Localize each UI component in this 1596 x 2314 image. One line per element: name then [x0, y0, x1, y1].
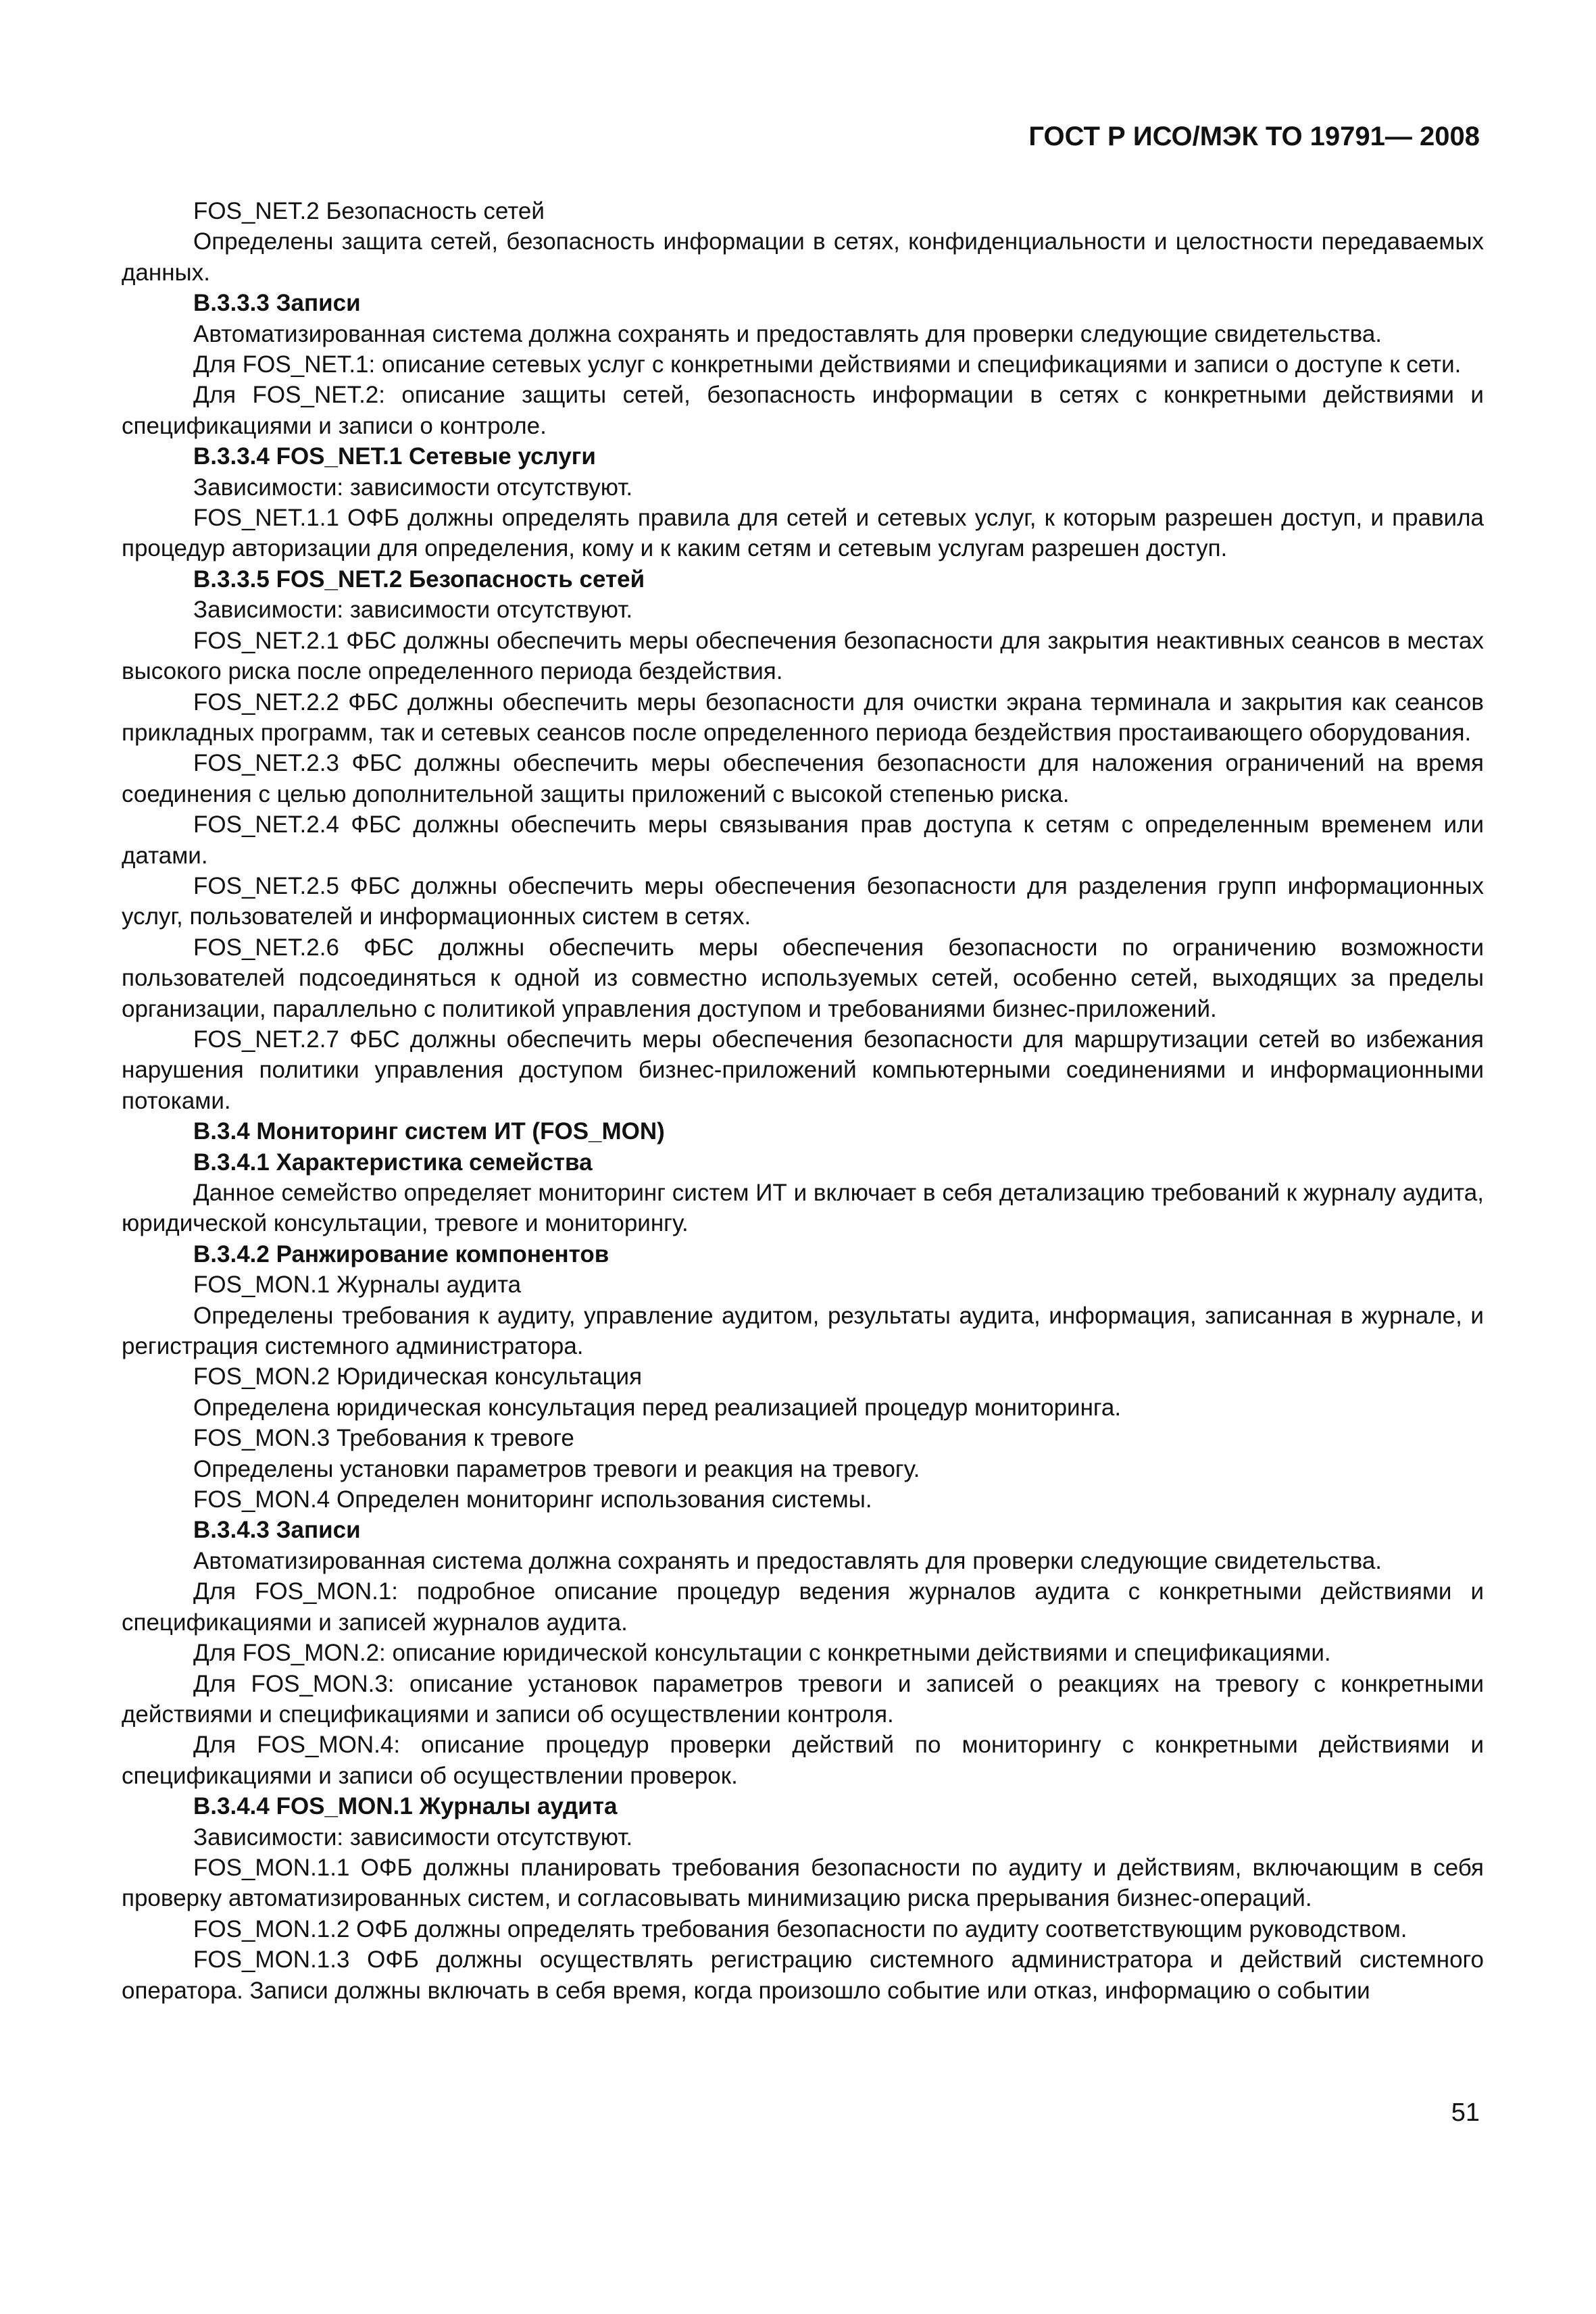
- section-heading: В.3.4.2 Ранжирование компонентов: [193, 1240, 609, 1267]
- body-paragraph: Определены защита сетей, безопасность информации в сетях, конфиденциальности и целостности передаваемых данных.: [122, 228, 1484, 286]
- body-paragraph: FOS_NET.2.6 ФБС должны обеспечить меры обеспечения безопасности по ограничению возможности пользователей подсоединяться к одной из совместно используемых сетей, особенно сетей, выходящих за пределы организации, параллельно с политикой управления доступом и требованиями бизнес-приложений.: [122, 934, 1484, 1022]
- body-paragraph: Для FOS_NET.2: описание защиты сетей, безопасность информации в сетях с конкретными действиями и спецификациями и записи о контроле.: [122, 382, 1484, 439]
- body-paragraph: Зависимости: зависимости отсутствуют.: [193, 474, 633, 501]
- body-paragraph: Для FOS_MON.4: описание процедур проверки действий по мониторингу с конкретными действиями и спецификациями и записи об осуществлении проверок.: [122, 1732, 1484, 1789]
- body-paragraph: Автоматизированная система должна сохранять и предоставлять для проверки следующие свидетельства.: [193, 1547, 1382, 1574]
- body-paragraph: FOS_MON.1.1 ОФБ должны планировать требования безопасности по аудиту и действиям, включающим в себя проверку автоматизированных систем, и согласовывать минимизацию риска прерывания бизнес-операций.: [122, 1854, 1484, 1912]
- body-paragraph: Для FOS_MON.3: описание установок параметров тревоги и записей о реакциях на тревогу с конкретными действиями и спецификациями и записи об осуществлении контроля.: [122, 1670, 1484, 1728]
- body-paragraph: Для FOS_MON.2: описание юридической консультации с конкретными действиями и спецификациями.: [193, 1640, 1331, 1667]
- section-heading: В.3.4 Мониторинг систем ИТ (FOS_MON): [193, 1118, 665, 1145]
- body-paragraph: Данное семейство определяет мониторинг систем ИТ и включает в себя детализацию требований к журналу аудита, юридической консультации, тревоге и мониторингу.: [122, 1180, 1484, 1237]
- body-paragraph: Определены установки параметров тревоги и реакция на тревогу.: [193, 1455, 920, 1482]
- standard-header: ГОСТ Р ИСО/МЭК ТО 19791— 2008: [1028, 122, 1480, 151]
- body-paragraph: FOS_MON.4 Определен мониторинг использования системы.: [193, 1486, 872, 1513]
- body-paragraph: Определена юридическая консультация перед реализацией процедур мониторинга.: [193, 1394, 1122, 1421]
- body-paragraph: FOS_NET.2.3 ФБС должны обеспечить меры обеспечения безопасности для наложения ограничений на время соединения с целью дополнительной защиты приложений с высокой степенью риска.: [122, 750, 1484, 807]
- section-heading: В.3.3.3 Записи: [193, 290, 361, 317]
- body-paragraph: Определены требования к аудиту, управление аудитом, результаты аудита, информация, записанная в журнале, и регистрация системного администратора.: [122, 1302, 1484, 1360]
- body-paragraph: FOS_MON.1.3 ОФБ должны осуществлять регистрацию системного администратора и действий системного оператора. Записи должны включать в себя время, когда произошло событие или отказ, информацию о событии: [122, 1946, 1484, 2004]
- body-paragraph: FOS_NET.2.1 ФБС должны обеспечить меры обеспечения безопасности для закрытия неактивных сеансов в местах высокого риска после определенного периода бездействия.: [122, 627, 1484, 685]
- section-heading: В.3.4.4 FOS_MON.1 Журналы аудита: [193, 1793, 618, 1820]
- body-paragraph: FOS_NET.2.2 ФБС должны обеспечить меры безопасности для очистки экрана терминала и закрытия как сеансов прикладных программ, так и сетевых сеансов после определенного периода бездействия простаивающего оборудования.: [122, 688, 1484, 746]
- section-heading: В.3.3.5 FOS_NET.2 Безопасность сетей: [193, 565, 645, 593]
- body-paragraph: FOS_MON.1.2 ОФБ должны определять требования безопасности по аудиту соответствующим руководством.: [193, 1915, 1407, 1942]
- body-paragraph: FOS_MON.2 Юридическая консультация: [193, 1363, 643, 1390]
- body-paragraph: FOS_NET.2.4 ФБС должны обеспечить меры связывания прав доступа к сетям с определенным временем или датами.: [122, 811, 1484, 869]
- body-paragraph: FOS_NET.2 Безопасность сетей: [193, 198, 545, 224]
- document-body: [122, 196, 1484, 2006]
- body-paragraph: FOS_MON.1 Журналы аудита: [193, 1272, 522, 1299]
- body-paragraph: FOS_NET.2.7 ФБС должны обеспечить меры обеспечения безопасности для маршрутизации сетей во избежания нарушения политики управления доступом бизнес-приложений компьютерными соединениями и информационными потоками.: [122, 1026, 1484, 1114]
- section-heading: В.3.4.3 Записи: [193, 1517, 361, 1544]
- section-heading: В.3.3.4 FOS_NET.1 Сетевые услуги: [193, 443, 596, 470]
- body-paragraph: FOS_MON.3 Требования к тревоге: [193, 1425, 574, 1452]
- body-paragraph: Для FOS_MON.1: подробное описание процедур ведения журналов аудита с конкретными действиями и спецификациями и записей журналов аудита.: [122, 1578, 1484, 1636]
- body-paragraph: Для FOS_NET.1: описание сетевых услуг с конкретными действиями и спецификациями и записи о доступе к сети.: [193, 351, 1462, 378]
- page-number: 51: [1451, 2098, 1480, 2127]
- body-paragraph: Зависимости: зависимости отсутствуют.: [193, 1823, 633, 1851]
- section-heading: В.3.4.1 Характеристика семейства: [193, 1149, 593, 1176]
- body-paragraph: Автоматизированная система должна сохранять и предоставлять для проверки следующие свидетельства.: [193, 320, 1382, 347]
- body-paragraph: Зависимости: зависимости отсутствуют.: [193, 597, 633, 624]
- body-paragraph: FOS_NET.2.5 ФБС должны обеспечить меры обеспечения безопасности для разделения групп информационных услуг, пользователей и информационных систем в сетях.: [122, 872, 1484, 930]
- body-paragraph: FOS_NET.1.1 ОФБ должны определять правила для сетей и сетевых услуг, к которым разрешен доступ, и правила процедур авторизации для определения, кому и к каким сетям и сетевым услугам разрешен доступ.: [122, 505, 1484, 562]
